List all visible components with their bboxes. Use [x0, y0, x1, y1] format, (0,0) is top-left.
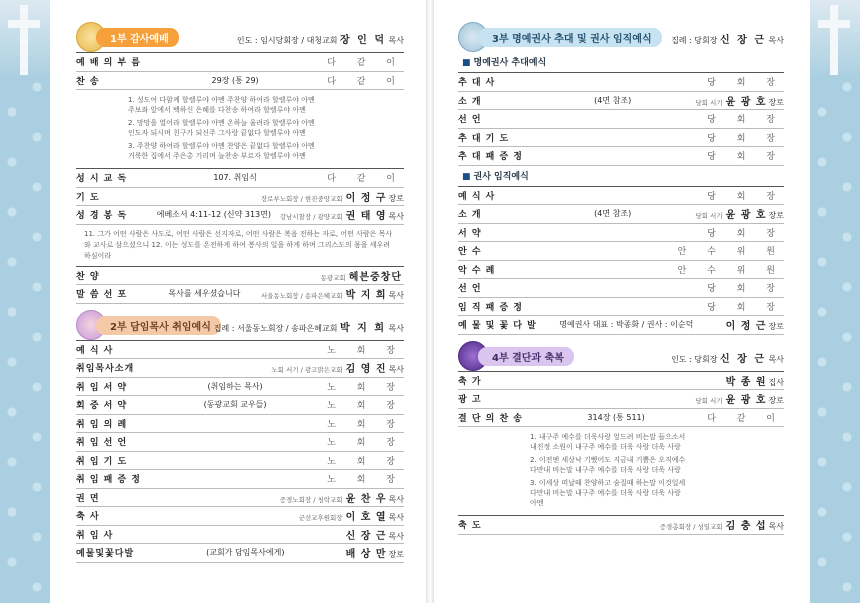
row-person	[702, 75, 784, 88]
row-person	[702, 189, 784, 202]
row-group: 안 수 위 원	[677, 247, 784, 258]
row-label: 취 임 서 약	[76, 382, 128, 393]
row-group: 당 회 장	[707, 78, 784, 89]
row-label: 추 대 사	[458, 78, 496, 89]
program-row	[76, 340, 404, 360]
row-title: 목사	[768, 522, 784, 532]
row-person	[322, 380, 404, 393]
scripture-text: 11. 그가 어떤 사람은 사도로, 어떤 사람은 선지자로, 어떤 사람은 복음 전하는 자로, 어떤 사람은 목사와 교사로 삼으셨으니 12. 이는 성도를 온전하게 하여 봉사의 일을 하게 하며 그리스도의 몸을 세우려 하심이라	[84, 229, 393, 260]
row-group: 노 회 장	[327, 456, 404, 467]
row-label: 취 임 패 증 정	[76, 475, 142, 486]
row-label: 취 임 기 도	[76, 456, 128, 467]
program-row	[76, 266, 404, 286]
row-detail: 목사를 세우셨습니다	[168, 289, 241, 299]
program-row	[76, 168, 404, 188]
row-person	[702, 281, 784, 294]
right-decorative-border	[810, 0, 860, 603]
row-person	[322, 417, 404, 430]
row-person	[723, 373, 784, 388]
row-title: 목사	[388, 513, 404, 523]
row-affiliation: 동광교회	[320, 273, 346, 282]
row-affiliation: 서울동노회장 / 송파은혜교회	[260, 292, 343, 301]
row-title: 목사	[388, 291, 404, 301]
row-detail: (교회가 담임목사에게)	[206, 548, 285, 558]
row-affiliation: 장로부노회장 / 현진중앙교회	[260, 194, 343, 203]
program-row	[76, 396, 404, 415]
row-group: 당 회 장	[707, 152, 784, 163]
row-name: 박 종 원	[725, 376, 767, 388]
program-row	[76, 452, 404, 471]
program-row	[76, 359, 404, 378]
hymn-verse: 3. 이세상 떠날때 찬양하고 숨질때 하는말 이것일세 다만내 비는말 내구주 예수를 더욱 사랑 더욱 사랑 아멘	[530, 479, 686, 507]
row-person	[322, 343, 404, 356]
row-person	[660, 517, 784, 532]
row-label: 결 단 의 찬 송	[458, 413, 524, 424]
row-label: 추 대 기 도	[458, 133, 510, 144]
section-1-rows-b	[76, 168, 404, 225]
row-label: 예 배 의 부 름	[76, 58, 142, 69]
program-row	[458, 205, 784, 224]
program-row	[76, 507, 404, 526]
section-3-leader: 집례 : 당회장 신 장 근 목사	[671, 35, 784, 46]
section-1-rows-c	[76, 266, 404, 304]
program-row	[76, 206, 404, 225]
row-person	[299, 508, 404, 523]
row-affiliation: 노회 서기 / 광고맑은교회	[271, 366, 343, 375]
row-person	[322, 74, 404, 87]
row-label: 선 언	[458, 115, 482, 126]
row-label: 취 임 선 언	[76, 438, 128, 449]
section-4-leader: 인도 : 당회장 신 장 근 목사	[671, 353, 784, 365]
row-person	[702, 226, 784, 239]
section-4-header	[458, 341, 784, 371]
program-row	[458, 298, 784, 317]
row-name: 김 충 섭	[725, 521, 767, 533]
section-4-rows-b	[458, 515, 784, 535]
row-group: 노 회 장	[327, 419, 404, 430]
row-person	[271, 360, 404, 375]
row-label: 기 도	[76, 192, 100, 203]
program-row	[76, 470, 404, 489]
row-label: 예 식 사	[458, 191, 496, 202]
row-label: 예 물 및 꽃 다 발	[458, 321, 537, 332]
program-row	[76, 415, 404, 434]
row-affiliation: 증경총회장 / 성일교회	[659, 523, 723, 532]
program-row	[458, 371, 784, 391]
row-person	[322, 472, 404, 485]
row-title: 장로	[388, 550, 404, 560]
row-detail: (4면 참조)	[594, 95, 632, 105]
row-person	[261, 189, 404, 204]
row-person	[280, 207, 404, 222]
row-label: 소 개	[458, 96, 482, 107]
row-group: 당 회 장	[707, 133, 784, 144]
row-label: 성 시 교 독	[76, 174, 128, 185]
section-2-rows	[76, 340, 404, 563]
honorary-rows	[458, 72, 784, 166]
row-name: 헤븐중창단	[348, 271, 402, 283]
hymn-verse: 1. 내구주 예수를 더욱사랑 엎드려 비는말 들으소서 내진정 소원이 내구주 예수를 더욱 사랑 더욱 사랑	[530, 433, 686, 451]
row-person	[280, 490, 404, 505]
row-label: 찬 송	[76, 76, 100, 87]
row-person	[702, 112, 784, 125]
row-title: 장로	[768, 211, 784, 221]
row-person	[322, 454, 404, 467]
row-name: 이 정 구	[345, 192, 387, 204]
row-label: 소 개	[458, 210, 482, 221]
row-detail: (취임하는 목사)	[207, 381, 263, 391]
section-3-header	[458, 22, 784, 52]
subsection-honorary-title: ■ 명예권사 추대예식	[462, 56, 784, 70]
row-person	[723, 317, 784, 332]
row-label: 예물및꽃다발	[76, 549, 135, 560]
subsection-ordination-title: ■ 권사 임직예식	[462, 170, 784, 184]
hymn-verse: 2. 이전엔 세상낙 기뻤어도 지금내 기쁨은 오직예수 다만내 비는말 내구주 예수를 더욱 사랑 더욱 사랑	[530, 456, 686, 474]
row-group: 다 같 이	[327, 58, 404, 69]
row-name: 윤 찬 우	[345, 493, 387, 505]
left-page	[76, 0, 404, 603]
program-row	[458, 316, 784, 335]
row-label: 취 임 의 례	[76, 419, 128, 430]
program-row	[458, 110, 784, 129]
row-label: 선 언	[458, 284, 482, 295]
row-group: 노 회 장	[327, 401, 404, 412]
row-affiliation: 당회 서기	[695, 98, 723, 107]
row-person	[673, 244, 784, 257]
row-name: 윤 광 호	[725, 210, 767, 222]
row-person	[695, 93, 784, 108]
row-affiliation: 당회 서기	[695, 397, 723, 406]
row-label: 축 가	[458, 376, 482, 387]
row-label: 추 대 패 증 정	[458, 152, 524, 163]
row-title: 목사	[388, 212, 404, 222]
row-label: 회 중 서 약	[76, 401, 128, 412]
cross-icon	[810, 0, 860, 80]
row-label: 취임목사소개	[76, 364, 135, 375]
program-row	[458, 242, 784, 261]
row-affiliation: 증경노회장 / 청락교회	[279, 495, 343, 504]
left-decorative-border	[0, 0, 50, 603]
row-group: 당 회 장	[707, 284, 784, 295]
row-group: 다 같 이	[707, 413, 784, 424]
row-person	[702, 149, 784, 162]
row-detail: 314장 (통 511)	[587, 412, 645, 422]
program-row	[458, 390, 784, 409]
row-group: 노 회 장	[327, 438, 404, 449]
row-person	[702, 300, 784, 313]
hymn-verse: 3. 주찬양 하여라 할렐루야 아멘 찬양은 끝없다 할렐루야 아멘 거룩한 집에서 주은총 기리며 늘찬송 부르자 할렐루야 아멘	[128, 142, 315, 160]
row-person	[322, 398, 404, 411]
row-name: 박 지 희	[345, 290, 387, 302]
program-row	[76, 72, 404, 91]
section-1-header	[76, 22, 404, 52]
row-person	[322, 171, 404, 184]
program-row	[458, 224, 784, 243]
ordination-rows	[458, 186, 784, 335]
row-person	[673, 263, 784, 276]
row-name: 신 장 근	[345, 530, 387, 542]
row-label: 광 고	[458, 395, 482, 406]
program-row	[458, 409, 784, 428]
row-person	[261, 286, 404, 301]
program-row	[76, 52, 404, 72]
program-row	[76, 526, 404, 545]
row-person	[695, 391, 784, 406]
hymn-lyrics-314	[458, 427, 784, 515]
row-label: 예 식 사	[76, 345, 114, 356]
row-person	[702, 131, 784, 144]
row-title: 장로	[768, 322, 784, 332]
row-affiliation: 군선교후원회장	[298, 514, 343, 523]
row-label: 권 면	[76, 493, 100, 504]
section-4-rows-a	[458, 371, 784, 428]
hymn-verse: 1. 성도여 다함께 할렐루야 아멘 주찬양 하여라 할렐루야 아멘 주보좌 앞에서 백하신 은혜를 다찬송 하여라 할렐루야 아멘	[128, 96, 315, 114]
row-group: 당 회 장	[707, 191, 784, 202]
section-1-rows-a	[76, 52, 404, 90]
hymn-lyrics-29	[76, 90, 404, 168]
row-label: 성 경 봉 독	[76, 211, 128, 222]
row-title: 목사	[388, 494, 404, 504]
row-detail: 에베소서 4:11-12 (신약 313면)	[156, 210, 271, 220]
section-1-title: 1부 감사예배	[96, 28, 179, 47]
row-name: 김 영 진	[345, 364, 387, 376]
row-affiliation: 당회 서기	[695, 212, 723, 221]
row-group: 다 같 이	[327, 76, 404, 87]
row-name: 윤 광 호	[725, 96, 767, 108]
program-row	[76, 188, 404, 207]
row-group: 당 회 장	[707, 228, 784, 239]
row-label: 임 직 패 증 정	[458, 302, 524, 313]
row-detail: 명예권사 대표 : 박종화 / 권사 : 이순덕	[559, 320, 694, 330]
row-group: 안 수 위 원	[677, 265, 784, 276]
row-person	[322, 435, 404, 448]
program-row	[458, 279, 784, 298]
hymn-verse: 2. 망망을 열어라 할렐루야 아멘 온하늘 울려라 할렐루야 아멘 인도자 되시며 친구가 되신주 그사랑 끝없다 할렐루야 아멘	[128, 119, 315, 137]
row-label: 축 사	[76, 512, 100, 523]
row-title: 장로	[388, 193, 404, 203]
program-row	[76, 489, 404, 508]
program-row	[458, 261, 784, 280]
program-row	[76, 433, 404, 452]
row-detail: (4면 참조)	[594, 209, 632, 219]
row-label: 축 도	[458, 521, 482, 532]
row-title: 목사	[388, 531, 404, 541]
row-detail: (동광교회 교우들)	[203, 400, 267, 410]
row-group: 노 회 장	[327, 382, 404, 393]
row-person	[695, 206, 784, 221]
row-label: 찬 양	[76, 271, 100, 282]
row-person	[321, 268, 404, 283]
row-title: 집사	[768, 377, 784, 387]
row-title: 장로	[768, 396, 784, 406]
row-name: 권 태 영	[345, 211, 387, 223]
row-label: 안 수	[458, 247, 482, 258]
page-gutter	[426, 0, 434, 603]
section-2-title: 2부 담임목사 취임예식	[96, 316, 221, 335]
row-group: 노 회 장	[327, 475, 404, 486]
row-label: 악 수 례	[458, 265, 496, 276]
program-row	[458, 92, 784, 111]
row-label: 말 씀 선 포	[76, 290, 128, 301]
row-person	[702, 411, 784, 424]
row-group: 당 회 장	[707, 302, 784, 313]
section-1-leader: 인도 : 임시당회장 / 대청교회 장 인 덕 목사	[236, 35, 404, 46]
program-row	[76, 544, 404, 563]
cross-icon	[0, 0, 50, 80]
section-2-leader: 집례 : 서울동노회장 / 송파은혜교회 박 지 희 목사	[213, 322, 404, 334]
section-3-title: 3부 명예권사 추대 및 권사 임직예식	[478, 28, 662, 47]
row-person	[343, 527, 404, 542]
row-title: 장로	[768, 97, 784, 107]
program-row	[458, 147, 784, 166]
row-name: 이 호 열	[345, 512, 387, 524]
row-affiliation: 강남시찰장 / 광양교회	[279, 213, 343, 222]
row-detail: 29장 (통 29)	[211, 75, 259, 85]
row-label: 서 약	[458, 228, 482, 239]
row-person	[343, 545, 404, 560]
section-2-header	[76, 310, 404, 340]
program-row	[458, 129, 784, 148]
program-row	[458, 515, 784, 535]
row-group: 당 회 장	[707, 115, 784, 126]
program-row	[76, 378, 404, 397]
row-group: 다 같 이	[327, 174, 404, 185]
program-row	[458, 72, 784, 92]
program-row	[76, 285, 404, 304]
row-title: 목사	[388, 365, 404, 375]
row-person	[322, 55, 404, 68]
row-name: 윤 광 호	[725, 395, 767, 407]
row-group: 노 회 장	[327, 345, 404, 356]
program-row	[458, 186, 784, 206]
right-page	[458, 0, 784, 603]
section-4-title: 4부 결단과 축복	[478, 347, 574, 366]
row-detail: 107. 취임식	[213, 173, 257, 183]
row-label: 취 임 사	[76, 530, 114, 541]
row-name: 배 상 만	[345, 549, 387, 561]
row-name: 이 정 근	[725, 321, 767, 333]
